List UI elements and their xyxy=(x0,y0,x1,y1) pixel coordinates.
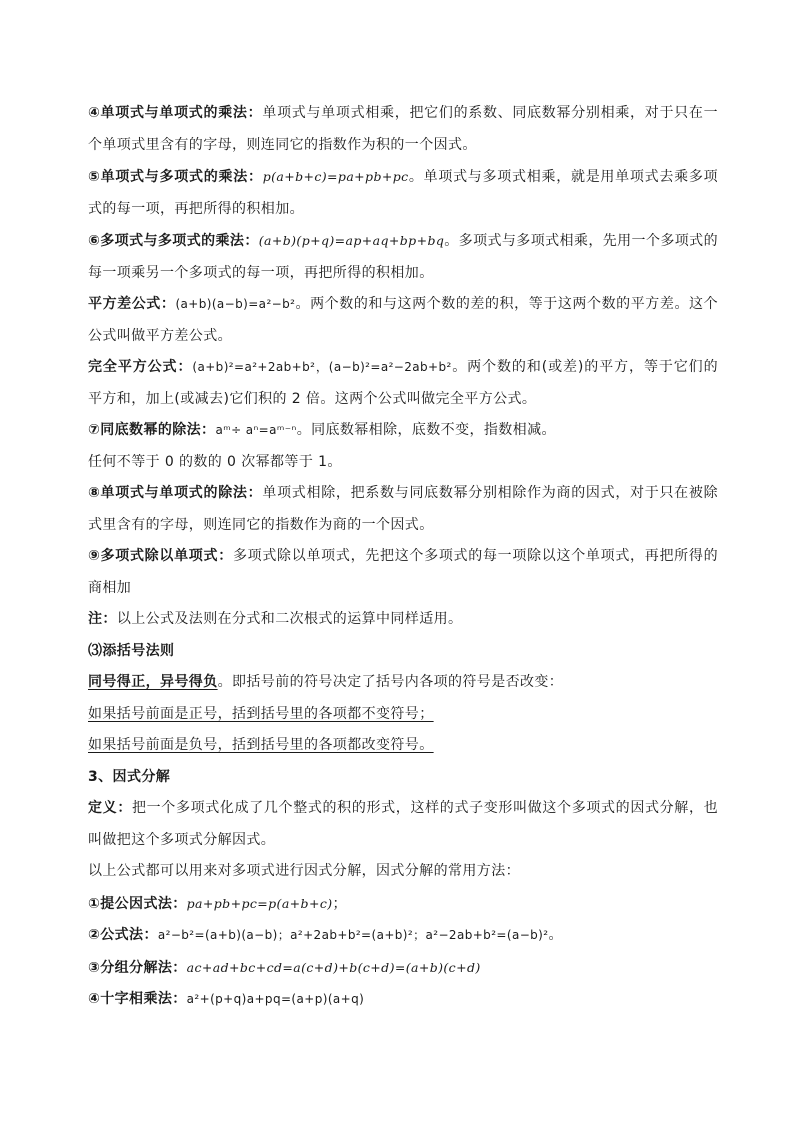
bracket-rule xyxy=(88,667,718,699)
method-common-factor xyxy=(88,888,718,921)
rule-text: 任何不等于 0 的数的 0 次幂都等于 1。 xyxy=(88,453,342,470)
zero-power-note xyxy=(88,447,718,479)
rule-text: 单项式相除，把系数与同底数幂分别相除作为商的因式，对于只在被除式里含有的字母，则连同它的指数作为商的一个因式。 xyxy=(88,485,718,533)
rule-title: 完全平方公式： xyxy=(88,359,193,375)
section-heading-factorization: 3、因式分解 xyxy=(88,768,171,785)
formula: pa+pb+pc=p(a+b+c) xyxy=(186,895,333,911)
rule-text: 。单项式与多项式相乘，就是用单项式去乘多项式的每一项，再把所得的积相加。 xyxy=(88,169,718,217)
formula: a²+(p+q)a+pq=(a+p)(a+q) xyxy=(186,992,365,1006)
formula-tail: 。 xyxy=(548,927,563,943)
rule-text: 多项式除以单项式，先把这个多项式的每一项除以这个单项式，再把所得的商相加 xyxy=(88,548,718,596)
rule-monomial-times-polynomial xyxy=(88,161,718,225)
bracket-case-text: 如果括号前面是负号，括到括号里的各项都改变符号。 xyxy=(88,737,434,753)
formula: (a+b)²=a²+2ab+b²，(a−b)²=a²−2ab+b² xyxy=(192,360,452,374)
bracket-rule-bold: 同号得正，异号得负 xyxy=(88,674,218,690)
formula: aᵐ÷ aⁿ=aᵐ⁻ⁿ xyxy=(215,423,297,437)
rule-text: 。两个数的和与这两个数的差的积，等于这两个数的平方差。这个公式叫做平方差公式。 xyxy=(88,296,718,344)
factor-definition xyxy=(88,793,718,856)
formula: (a+b)(p+q)=ap+aq+bp+bq xyxy=(258,233,445,248)
formula: a²−b²=(a+b)(a−b)；a²+2ab+b²=(a+b)²；a²−2ab+b²=(a−b)² xyxy=(157,928,549,942)
perfect-square xyxy=(88,352,718,415)
rule-text: 单项式与单项式相乘，把它们的系数、同底数幂分别相乘，对于只在一个单项式里含有的字母，则连同它的指数作为积的一个因式。 xyxy=(88,105,718,153)
rule-title: ⑤单项式与多项式的乘法： xyxy=(88,169,263,185)
method-title: ④十字相乘法： xyxy=(88,991,187,1007)
rule-title: ④单项式与单项式的乘法： xyxy=(88,105,263,121)
method-title: ①提公因式法： xyxy=(88,895,187,912)
rule-title: ⑧单项式与单项式的除法： xyxy=(88,485,263,501)
rule-title: ⑨多项式除以单项式： xyxy=(88,548,233,564)
note xyxy=(88,604,718,636)
definition-text: 把一个多项式化成了几个整式的积的形式，这样的式子变形叫做这个多项式的因式分解，也叫做把这个多项式分解因式。 xyxy=(88,800,719,848)
rule-text: 。同底数幂相除，底数不变，指数相减。 xyxy=(296,422,556,438)
rule-text: 。多项式与多项式相乘，先用一个多项式的每一项乘另一个多项式的每一项，再把所得的积相加。 xyxy=(88,233,718,281)
rule-monomial-div-monomial xyxy=(88,478,718,541)
definition-title: 定义： xyxy=(88,800,132,816)
formula: (a+b)(a−b)=a²−b² xyxy=(175,297,296,311)
note-title: 注： xyxy=(88,611,117,627)
rule-polynomial-div-monomial xyxy=(88,541,718,604)
rule-power-division xyxy=(88,415,718,447)
document-content xyxy=(88,98,718,1016)
rule-title: 平方差公式： xyxy=(88,296,176,312)
rule-polynomial-times-polynomial xyxy=(88,225,718,289)
formula-tail: ； xyxy=(332,895,347,912)
factor-intro xyxy=(88,856,718,888)
bracket-case-positive xyxy=(88,699,718,731)
bracket-case-text: 如果括号前面是正号，括到括号里的各项都不变符号； xyxy=(88,705,434,722)
section-heading-brackets: ⑶添括号法则 xyxy=(88,642,175,659)
bracket-rule-text: 。即括号前的符号决定了括号内各项的符号是否改变： xyxy=(217,674,564,690)
rule-title: ⑥多项式与多项式的乘法： xyxy=(88,233,259,249)
method-title: ③分组分解法： xyxy=(88,959,187,976)
formula: p(a+b+c)=pa+pb+pc xyxy=(262,169,409,184)
method-formula xyxy=(88,920,718,952)
formula: ac+ad+bc+cd=a(c+d)+b(c+d)=(a+b)(c+d) xyxy=(186,959,481,975)
note-text: 以上公式及法则在分式和二次根式的运算中同样适用。 xyxy=(116,611,463,627)
rule-title: ⑦同底数幂的除法： xyxy=(88,422,216,438)
bracket-case-negative xyxy=(88,730,718,762)
method-title: ②公式法： xyxy=(88,927,158,943)
method-grouping xyxy=(88,952,718,985)
rule-monomial-times-monomial xyxy=(88,98,718,161)
rule-text: 。两个数的和(或差)的平方，等于它们的平方和，加上(或减去)它们积的 2 倍。这两个公式叫做完全平方公式。 xyxy=(88,359,718,407)
factor-intro-text: 以上公式都可以用来对多项式进行因式分解，因式分解的常用方法： xyxy=(88,863,520,879)
method-cross xyxy=(88,984,718,1016)
difference-of-squares xyxy=(88,289,718,352)
